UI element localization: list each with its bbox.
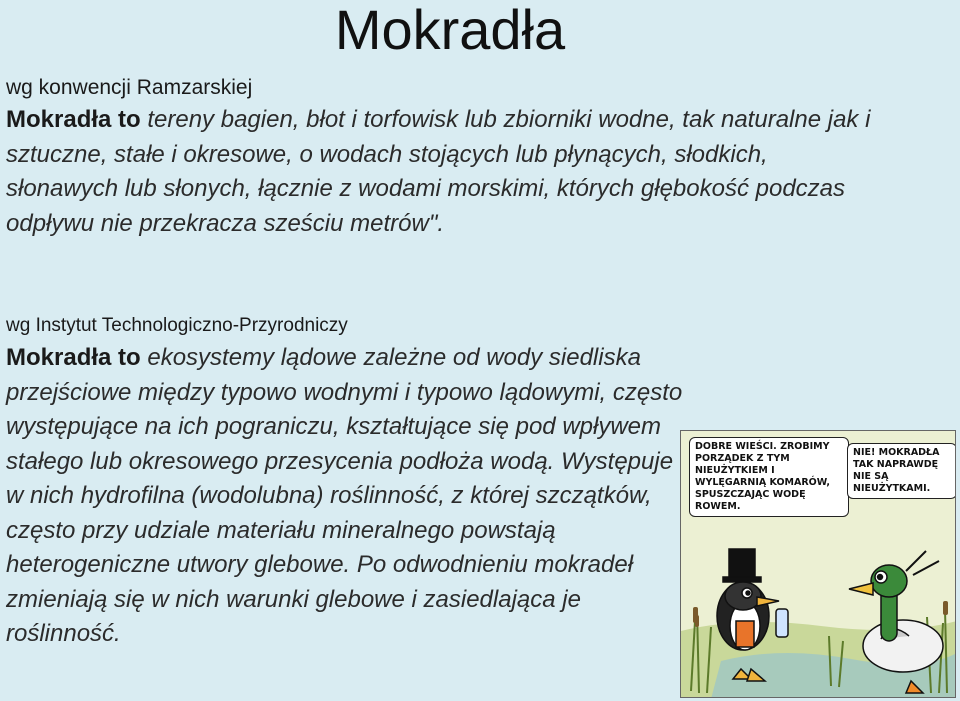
ramsar-source: wg konwencji Ramzarskiej — [6, 76, 253, 99]
itp-definition-text: ekosystemy lądowe zależne od wody siedliska przejściowe między typowo wodnymi i typowo lądowymi, często występujące na ich pograniczu, kształtujące się pod wpływem stałego lub okresowego przesycenia podłoża wodą. Występuje w nich hydrofilna (wodolubna) roślinność, z której szczątków, często przy udziale materiału mineralnego powstają heterogeniczne utwory glebowe. Po odwodnieniu mokradeł zmieniają się w nich warunki glebowe i zasiedlająca je roślinność. — [6, 344, 683, 647]
itp-definition-block — [6, 312, 686, 652]
ramsar-definition-text: tereny bagien, błot i torfowisk lub zbiorniki wodne, tak naturalne jak i sztuczne, stałe i okresowe, o wodach stojących lub płynących, słodkich, słonawych lub słonych, łącznie z wodami morskimi, których głębokość podczas odpływu nie przekracza sześciu metrów". — [6, 106, 871, 237]
itp-definition — [6, 341, 686, 652]
page-title: Mokradła — [334, 0, 566, 61]
ramsar-term: Mokradła to — [6, 106, 141, 133]
speech-bubble-left: DOBRE WIEŚCI. ZROBIMY PORZĄDEK Z TYM NIEUŻYTKIEM I WYLĘGARNIĄ KOMARÓW, SPUSZCZAJĄC WODĘ ROWEM. — [689, 437, 849, 517]
speech-bubble-right: NIE! MOKRADŁA TAK NAPRAWDĘ NIE SĄ NIEUŻYTKAMI. — [847, 443, 956, 499]
wetland-cartoon — [680, 430, 956, 698]
itp-term: Mokradła to — [6, 344, 141, 371]
ramsar-definition-block — [6, 72, 886, 241]
ramsar-definition — [6, 103, 886, 241]
itp-source: wg Instytut Technologiczno-Przyrodniczy — [6, 315, 348, 336]
